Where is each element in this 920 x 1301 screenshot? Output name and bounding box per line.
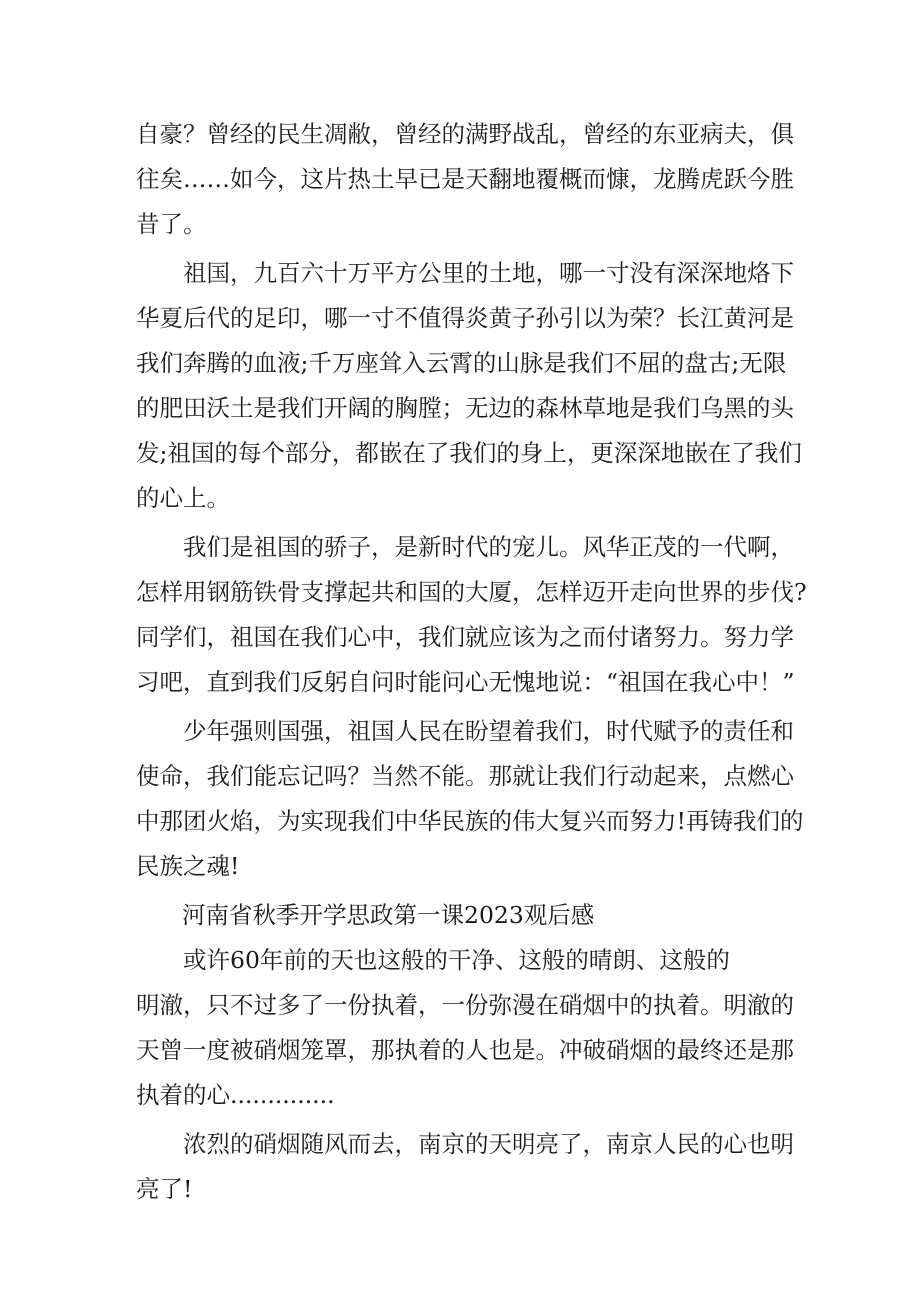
- text-line: 昔了。: [136, 210, 207, 238]
- text-line: 的心上。: [136, 484, 230, 512]
- paragraph-1: [136, 112, 808, 247]
- text-line: 亮了!: [136, 1175, 193, 1203]
- text-line: 习吧，直到我们反躬自问时能问心无愧地说：“祖国在我心中！”: [136, 668, 795, 696]
- paragraph-6: [136, 1122, 808, 1212]
- text-line: 执着的心..............: [136, 1081, 335, 1109]
- paragraph-3: [136, 525, 808, 705]
- text-line: 明澈，只不过多了一份执着，一份弥漫在硝烟中的执着。明澈的: [136, 991, 794, 1019]
- text-line: 往矣……如今，这片热土早已是天翻地覆概而慷，龙腾虎跃今胜: [136, 165, 794, 193]
- text-line: 发;祖国的每个部分，都嵌在了我们的身上，更深深地嵌在了我们: [136, 439, 802, 467]
- text-line: 中那团火焰，为实现我们中华民族的伟大复兴而努力!再铸我们的: [136, 807, 804, 835]
- text-line: 少年强则国强，祖国人民在盼望着我们，时代赋予的责任和: [136, 717, 794, 745]
- text-line: 华夏后代的足印，哪一寸不值得炎黄子孙引以为荣？长江黄河是: [136, 304, 794, 332]
- section-heading: 河南省秋季开学思政第一课2023观后感: [182, 901, 595, 929]
- text-line: 使命，我们能忘记吗？当然不能。那就让我们行动起来，点燃心: [136, 762, 794, 790]
- paragraph-5: [136, 938, 808, 1118]
- paragraph-4: [136, 709, 808, 889]
- text-line: 怎样用钢筋铁骨支撑起共和国的大厦，怎样迈开走向世界的步伐?: [136, 578, 807, 606]
- document-page: [136, 112, 808, 1212]
- text-line: 我们是祖国的骄子，是新时代的宠儿。风华正茂的一代啊，: [136, 533, 794, 561]
- text-line: 或许60年前的天也这般的干净、这般的晴朗、这般的: [136, 946, 730, 974]
- text-line: 天曾一度被硝烟笼罩，那执着的人也是。冲破硝烟的最终还是那: [136, 1036, 794, 1064]
- text-line: 祖国，九百六十万平方公里的土地，哪一寸没有深深地烙下: [136, 259, 794, 287]
- text-line: 我们奔腾的血液;千万座耸入云霄的山脉是我们不屈的盘古;无限: [136, 349, 787, 377]
- paragraph-2: [136, 251, 808, 521]
- text-line: 浓烈的硝烟随风而去，南京的天明亮了，南京人民的心也明: [136, 1130, 794, 1158]
- text-line: 民族之魂!: [136, 852, 240, 880]
- text-line: 同学们，祖国在我们心中，我们就应该为之而付诸努力。努力学: [136, 623, 794, 651]
- text-line: 的肥田沃土是我们开阔的胸膛；无边的森林草地是我们乌黑的头: [136, 394, 794, 422]
- text-line: 自豪？曾经的民生凋敝，曾经的满野战乱，曾经的东亚病夫，俱: [136, 120, 794, 148]
